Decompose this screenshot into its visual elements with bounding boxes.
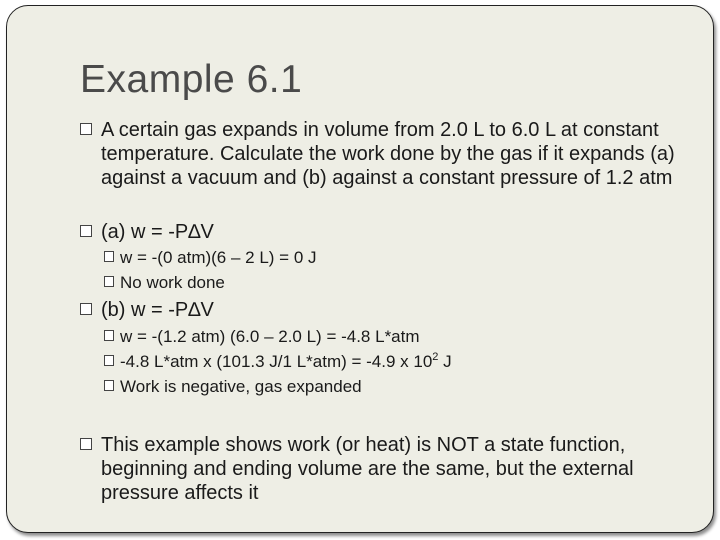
bullet-box-icon xyxy=(104,276,114,287)
bullet-box-icon xyxy=(104,380,114,391)
bullet-text: No work done xyxy=(120,273,225,292)
bullet-box-icon xyxy=(80,225,92,237)
exponent: 2 xyxy=(432,351,439,363)
bullet-text: (b) w = -P∆V xyxy=(101,299,214,321)
unit-text: J xyxy=(438,352,452,371)
bullet-text: w = -(1.2 atm) (6.0 – 2.0 L) = -4.8 L*atm xyxy=(120,327,420,346)
bullet-box-icon xyxy=(104,355,114,366)
bullet-box-icon xyxy=(80,303,92,315)
bullet-box-icon xyxy=(104,251,114,262)
bullet-text: w = -(0 atm)(6 – 2 L) = 0 J xyxy=(120,248,317,267)
bullet-box-icon xyxy=(104,330,114,341)
bullet-text: A certain gas expands in volume from 2.0 L to 6.0 L at constant temperature. Calculate the work done by the gas if it expands (a) against a vacuum and (b) against a constant pressure of 1.2 atm xyxy=(101,119,675,189)
conversion-text: -4.8 L*atm x (101.3 J/1 L*atm) = -4.9 x 10 xyxy=(120,352,433,371)
slide-title: Example 6.1 xyxy=(80,58,303,101)
bullet-text: This example shows work (or heat) is NOT a state function, beginning and ending volume are the same, but the external pressure affects it xyxy=(101,434,634,504)
bullet-box-icon xyxy=(80,123,92,135)
bullet-text: (a) w = -P∆V xyxy=(101,221,214,243)
bullet-text: Work is negative, gas expanded xyxy=(120,377,362,396)
bullet-text xyxy=(120,351,452,372)
bullet-box-icon xyxy=(80,438,92,450)
